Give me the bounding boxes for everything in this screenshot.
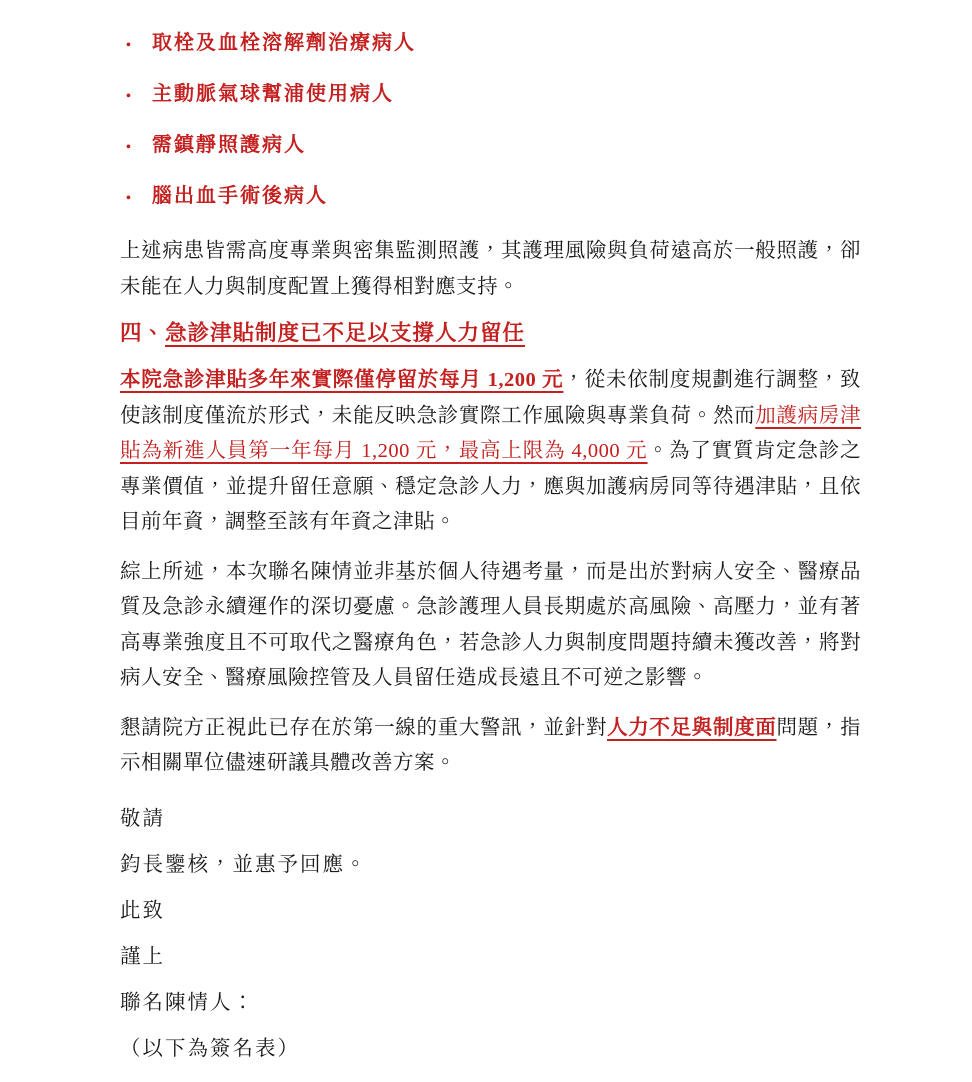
paragraph-appeal (120, 711, 861, 782)
closing-respect: 敬請 (120, 807, 165, 830)
closing-sincerely: 謹上 (120, 945, 165, 968)
bullet-text: 需鎮靜照護病人 (152, 134, 306, 156)
paragraph-allowance (120, 363, 861, 541)
closing-petitioners-label: 聯名陳情人： (120, 991, 255, 1014)
body-text: ，從未依制度規劃進行調整，致使該制度僅流於形式，未能反映急診實際工作風險與專業負荷。然而 (120, 369, 862, 427)
highlight-issues: 人力不足與制度面 (607, 716, 777, 739)
bullet-icon: • (126, 89, 131, 104)
section-title: 急診津貼制度已不足以支撐人力留任 (165, 321, 526, 345)
list-item (126, 183, 861, 212)
petition-letter-body (120, 30, 861, 1082)
paragraph-conclusion: 綜上所述，本次聯名陳情並非基於個人待遇考量，而是出於對病人安全、醫療品質及急診永續運作的深切憂慮。急診護理人員長期處於高風險、高壓力，並有著高專業強度且不可取代之醫療角色，若急診人力與制度問題持續未獲改善，將對病人安全、醫療風險控管及人員留任造成長遠且不可逆之影響。 (120, 560, 861, 689)
bullet-text: 主動脈氣球幫浦使用病人 (152, 83, 394, 105)
bullet-text: 取栓及血栓溶解劑治療病人 (152, 32, 416, 54)
body-text: 問題，指示相關單位儘速研議具體改善方案。 (120, 716, 862, 774)
bullet-icon: • (126, 191, 131, 206)
closing-block (120, 806, 861, 1062)
closing-review-request: 鈞長鑒核，並惠予回應。 (120, 853, 368, 876)
highlight-current-allowance: 本院急診津貼多年來實際僅停留於每月 1,200 元 (120, 369, 564, 391)
patient-type-bullet-list (120, 30, 861, 212)
closing-addressed-to: 此致 (120, 899, 165, 922)
paragraph-summary: 上述病患皆需高度專業與密集監測照護，其護理風險與負荷遠高於一般照護，卻未能在人力與制度配置上獲得相對應支持。 (120, 240, 861, 298)
bullet-icon: • (126, 38, 131, 53)
body-text: 懇請院方正視此已存在於第一線的重大警訊，並針對 (120, 716, 608, 739)
bullet-text: 腦出血手術後病人 (152, 185, 328, 207)
list-item (126, 132, 861, 161)
bullet-icon: • (126, 140, 131, 155)
section-heading (120, 319, 861, 347)
body-text: 。為了實質肯定急診之專業價值，並提升留任意願、穩定急診人力，應與加護病房同等待遇津貼，且依目前年資，調整至該有年資之津貼。 (120, 440, 862, 533)
closing-signature-note: （以下為簽名表） (120, 1037, 300, 1060)
list-item (126, 81, 861, 110)
section-number: 四、 (120, 321, 166, 345)
highlight-icu-allowance: 加護病房津貼為新進人員第一年每月 1,200 元，最高上限為 4,000 元 (120, 404, 862, 462)
list-item (126, 30, 861, 59)
